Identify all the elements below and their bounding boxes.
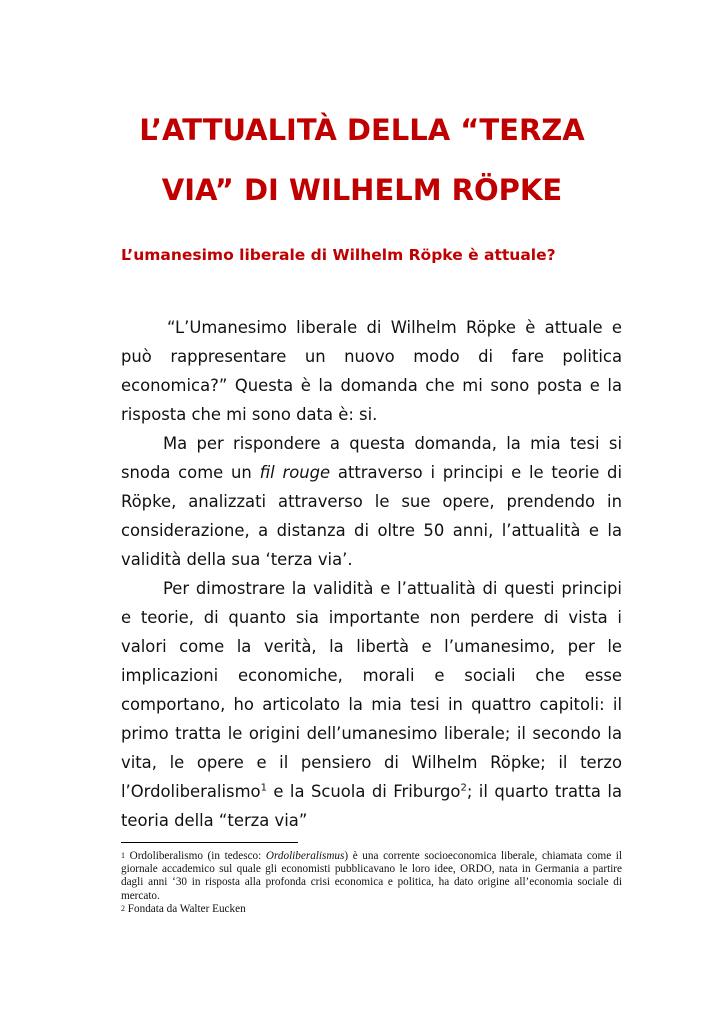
section-heading: L’umanesimo liberale di Wilhelm Röpke è attuale? [121, 246, 556, 264]
paragraph-2-italic: fil rouge [259, 463, 331, 482]
footnote-2-text: Fondata da Walter Eucken [125, 902, 246, 915]
paragraph-2 [121, 429, 622, 574]
footnote-1-text-b: ) è una corrente socioeconomica liberale, chiamata come il giornale accademico sul quale gli economisti pubblicavano le loro idee, ORDO, nata in Germania a partire dagli anni ‘30 in risposta alla profonda crisi economica e politica, ha dato origine all’economia sociale di mercato. [121, 850, 622, 902]
footnote-2-number: 2 [121, 903, 125, 913]
document-title [60, 100, 664, 220]
paragraph-3-text-c: ; il quarto tratta la teoria della “terza via” [121, 782, 622, 830]
paragraph-3-text-b: e la Scuola di Friburgo [266, 782, 461, 801]
footnote-2 [121, 903, 622, 916]
footnote-1 [121, 850, 622, 903]
body-text [121, 313, 622, 835]
footnote-1-italic: Ordoliberalismus [265, 850, 345, 862]
footnote-1-number: 1 [121, 851, 125, 860]
footnote-ref-2[interactable]: 2 [460, 782, 467, 794]
footnote-ref-1[interactable]: 1 [260, 782, 267, 794]
title-line-1: L’ATTUALITÀ DELLA “TERZA [139, 113, 585, 147]
paragraph-2-text-b: attraverso i principi e le teorie di Röpke, analizzati attraverso le sue opere, prendendo in considerazione, a distanza di oltre 50 anni, l’attualità e la validità della sua ‘terza via’. [121, 463, 623, 569]
title-line-2: VIA” DI WILHELM RÖPKE [161, 173, 563, 207]
footnote-separator [121, 842, 298, 843]
footnotes [121, 850, 622, 916]
footnote-1-text-a: Ordoliberalismo (in tedesco: [125, 850, 266, 862]
paragraph-2-text-a: Ma per rispondere a questa domanda, la mia tesi si snoda come un [121, 434, 622, 482]
paragraph-1: “L’Umanesimo liberale di Wilhelm Röpke è attuale e può rappresentare un nuovo modo di fare politica economica?” Questa è la domanda che mi sono posta e la risposta che mi sono data è: si. [121, 318, 622, 424]
paragraph-3-text-a: Per dimostrare la validità e l’attualità di questi principi e teorie, di quanto sia importante non perdere di vista i valori come la verità, la libertà e l’umanesimo, per le implicazioni economiche, morali e sociali che esse comportano, ho articolato la mia tesi in quattro capitoli: il primo tratta le origini dell’umanesimo liberale; il secondo la vita, le opere e il pensiero di Wilhelm Röpke; il terzo l’Ordoliberalismo [121, 579, 622, 801]
paragraph-3 [121, 574, 622, 835]
